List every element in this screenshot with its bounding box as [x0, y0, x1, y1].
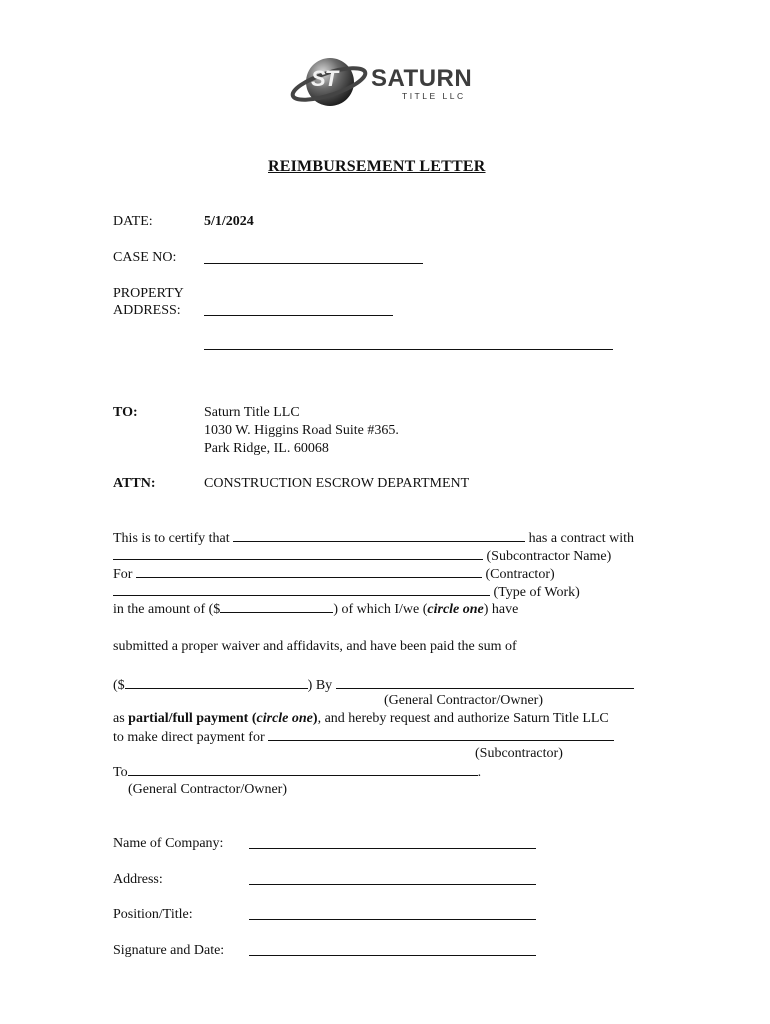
amount-suffix: ) have [483, 602, 519, 617]
circle-one-text-2: circle one [256, 711, 313, 726]
date-label: DATE: [113, 214, 153, 229]
gc-owner-label: (General Contractor/Owner) [384, 693, 543, 708]
attn-value: CONSTRUCTION ESCROW DEPARTMENT [204, 476, 470, 491]
company-blank[interactable] [249, 836, 536, 855]
contractor-blank[interactable] [136, 565, 482, 578]
contractor-label: (Contractor) [485, 567, 555, 582]
to-payee-blank[interactable] [128, 763, 478, 776]
payment-line [113, 710, 609, 728]
for-label: For [113, 567, 133, 582]
sum-line [113, 676, 634, 695]
page-title: REIMBURSEMENT LETTER [268, 158, 486, 175]
certify-line [113, 529, 634, 548]
property-address-blank-2[interactable] [204, 337, 613, 356]
address-label: Address: [113, 872, 163, 887]
partial-full-text: partial/full payment ( [128, 711, 257, 726]
gc-owner-blank[interactable] [336, 676, 634, 689]
logo-subtitle: TITLE LLC [402, 91, 466, 101]
case-no-blank[interactable] [204, 251, 423, 270]
position-label: Position/Title: [113, 907, 193, 922]
subcontractor-name-line [113, 547, 611, 566]
amount-prefix: in the amount of ($ [113, 602, 221, 617]
subcontractor-name-label: (Subcontractor Name) [486, 549, 612, 564]
sum-open: ($ [113, 678, 125, 693]
sum-by: ) By [307, 678, 333, 693]
to-line1: Saturn Title LLC [204, 405, 300, 420]
to-period: . [477, 765, 482, 780]
type-of-work-label: (Type of Work) [493, 585, 580, 600]
property-label-line2: ADDRESS: [113, 303, 181, 318]
gc-owner-label-2: (General Contractor/Owner) [128, 782, 287, 797]
date-value: 5/1/2024 [204, 214, 254, 229]
case-no-label: CASE NO: [113, 250, 177, 265]
contractor-line [113, 565, 555, 584]
signature-date-label: Signature and Date: [113, 943, 225, 958]
certify-blank[interactable] [233, 529, 525, 542]
saturn-logo [289, 52, 484, 114]
logo-monogram: ST [311, 66, 338, 91]
to-label: TO: [113, 405, 138, 420]
position-blank[interactable] [249, 907, 536, 926]
as-prefix: as [113, 711, 129, 726]
sum-blank[interactable] [125, 676, 308, 689]
circle-one-text: circle one [427, 602, 484, 617]
to-line3: Park Ridge, IL. 60068 [204, 441, 329, 456]
company-label: Name of Company: [113, 836, 224, 851]
amount-mid: ) of which I/we ( [333, 602, 428, 617]
to-payee-line [113, 763, 481, 782]
address-blank[interactable] [249, 872, 536, 891]
property-label-line1: PROPERTY [113, 286, 184, 301]
signature-date-blank[interactable] [249, 943, 536, 962]
to-line2: 1030 W. Higgins Road Suite #365. [204, 423, 399, 438]
subcontractor-label: (Subcontractor) [475, 746, 563, 761]
to-prefix: To [113, 765, 128, 780]
amount-line [113, 600, 518, 619]
contract-suffix: has a contract with [528, 531, 635, 546]
logo-name: SATURN [371, 65, 473, 92]
direct-payment-prefix: to make direct payment for [113, 730, 265, 745]
attn-label: ATTN: [113, 476, 156, 491]
submitted-line: submitted a proper waiver and affidavits, and have been paid the sum of [113, 639, 517, 654]
partial-close: ) [312, 711, 318, 726]
direct-payment-blank[interactable] [268, 728, 614, 741]
property-address-blank-1[interactable] [204, 303, 393, 322]
certify-prefix: This is to certify that [113, 531, 230, 546]
amount-blank[interactable] [220, 600, 333, 613]
type-of-work-blank[interactable] [113, 583, 490, 596]
subcontractor-name-blank[interactable] [113, 547, 483, 560]
request-suffix: , and hereby request and authorize Saturn Title LLC [317, 711, 609, 726]
